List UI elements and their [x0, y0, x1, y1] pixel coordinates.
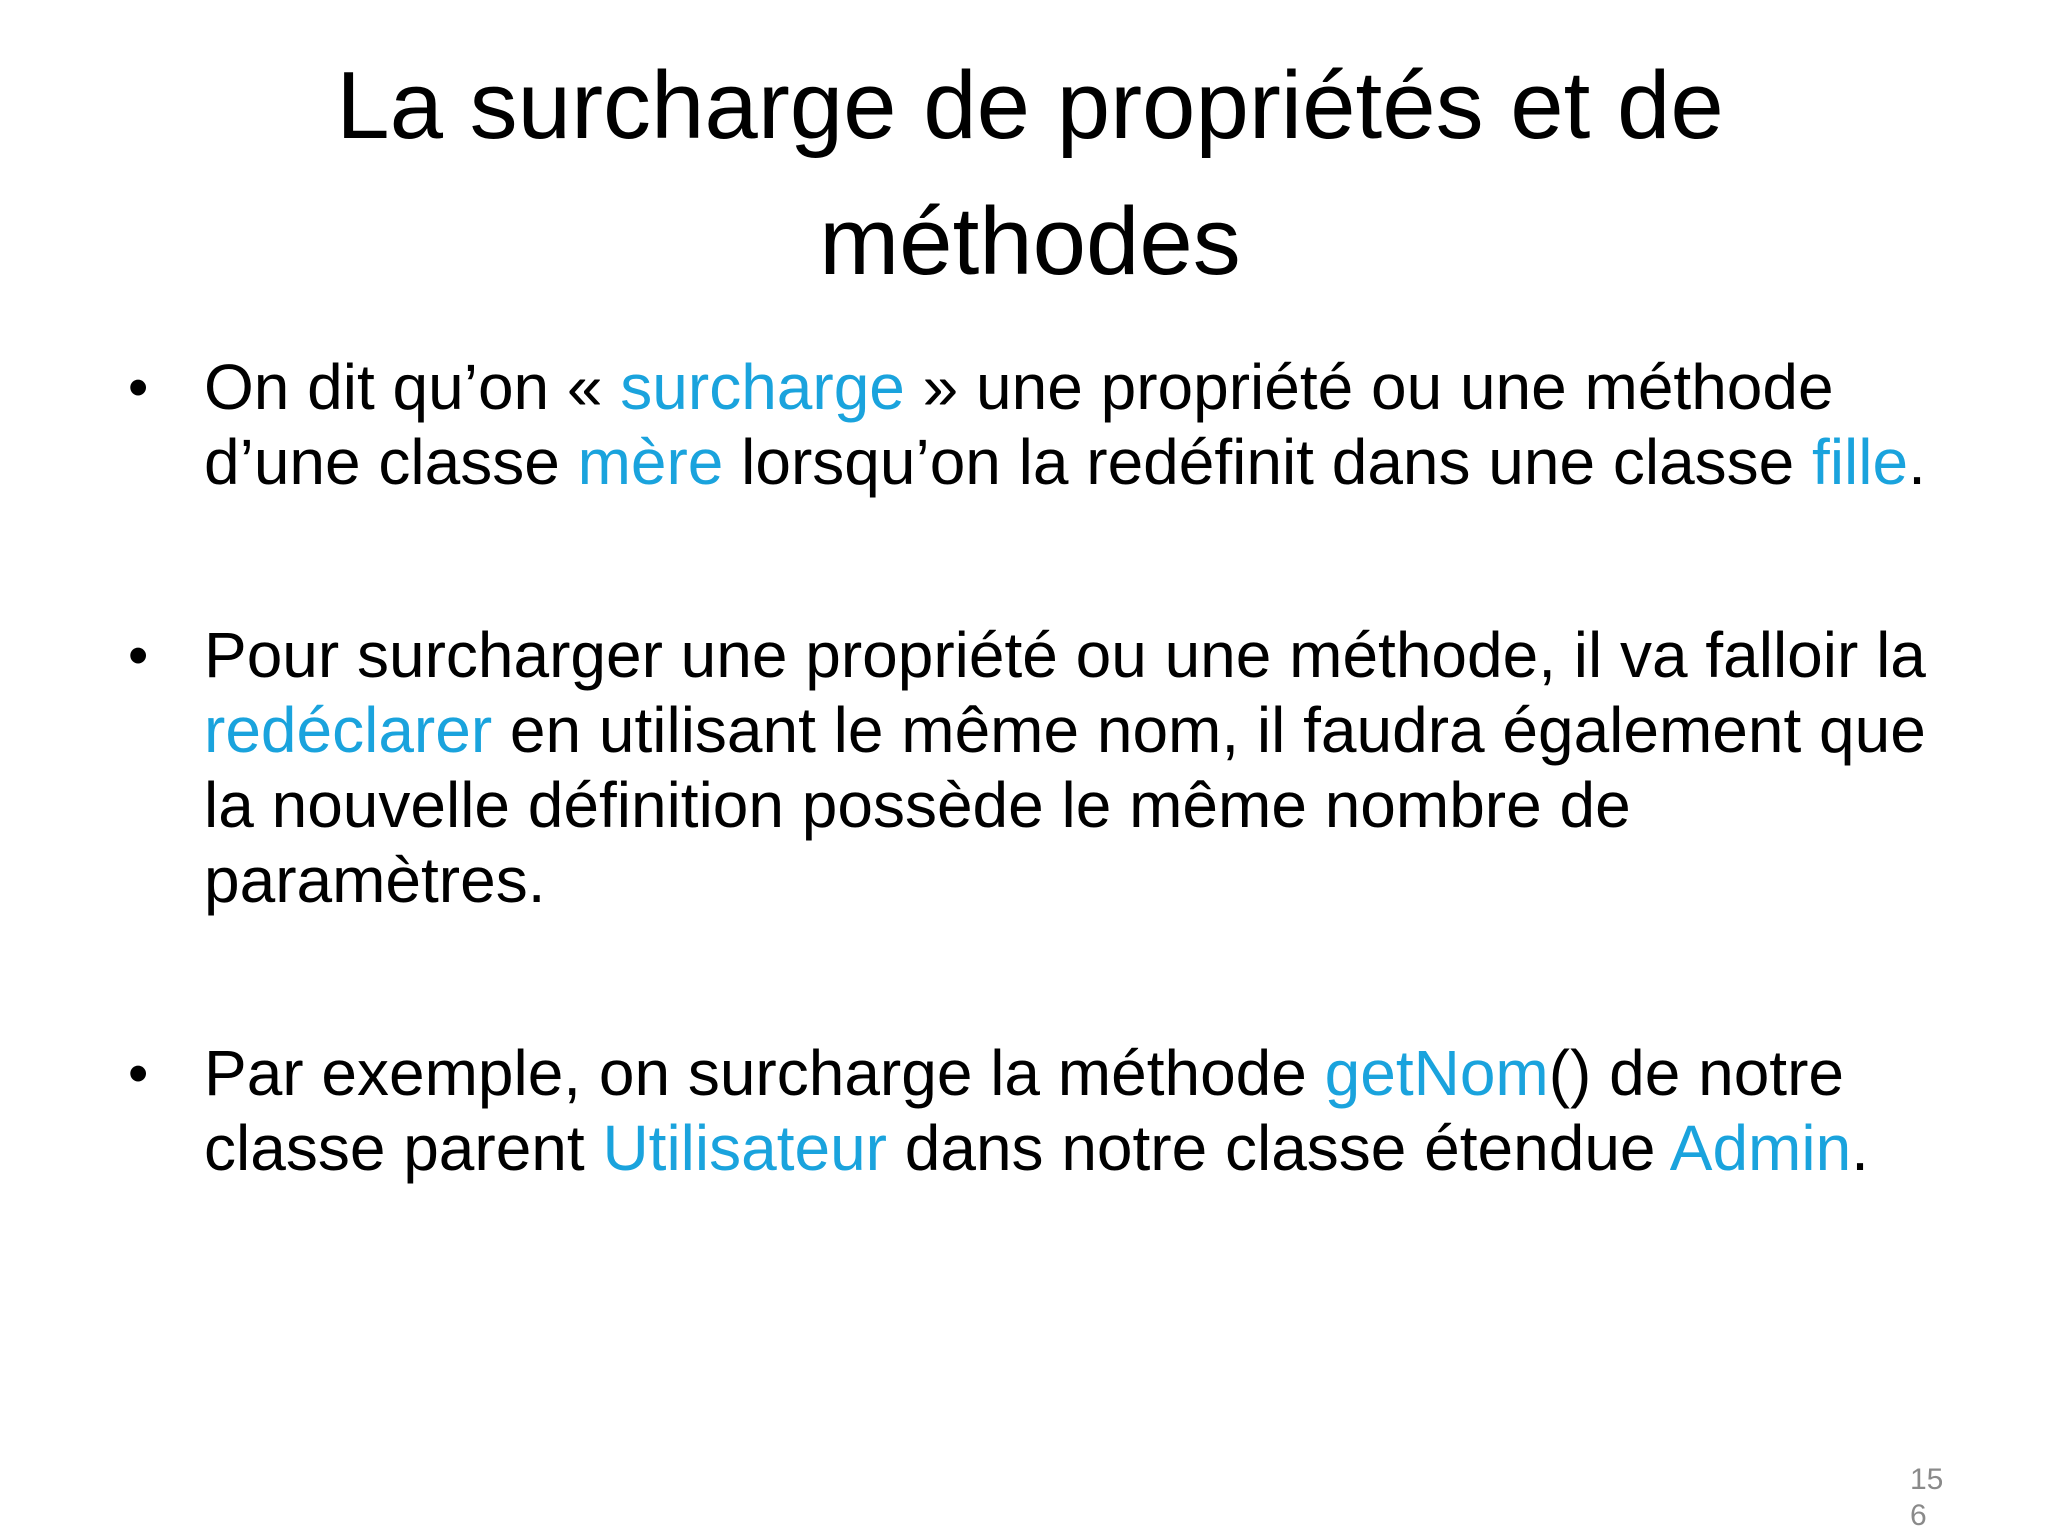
- text-run: lorsqu’on la redéfinit dans une classe: [723, 426, 1813, 498]
- text-run: en utilisant le même nom, il faudra également que la nouvelle définition possède le même nombre de paramètres.: [204, 694, 1926, 916]
- highlighted-term: getNom: [1324, 1037, 1549, 1109]
- bullet-text: [204, 1037, 1869, 1184]
- bullet-list: [120, 350, 1980, 1186]
- bullet-icon: •: [128, 1041, 149, 1106]
- text-run: () de notre classe parent: [204, 1037, 1844, 1184]
- text-run: » une propriété ou une méthode d’une classe: [204, 351, 1834, 498]
- text-run: .: [1908, 426, 1926, 498]
- bullet-text: [204, 619, 1926, 916]
- page-number: 156: [1910, 1463, 1944, 1532]
- highlighted-term: surcharge: [620, 351, 905, 423]
- bullet-text: [204, 351, 1926, 498]
- text-run: On dit qu’on «: [204, 351, 621, 423]
- highlighted-term: fille: [1812, 426, 1909, 498]
- highlighted-term: mère: [577, 426, 724, 498]
- text-run: Pour surcharger une propriété ou une méthode, il va falloir la: [204, 619, 1926, 691]
- text-run: dans notre classe étendue: [886, 1112, 1670, 1184]
- bullet-item-1: [120, 350, 1980, 500]
- highlighted-term: Admin: [1669, 1112, 1852, 1184]
- highlighted-term: redéclarer: [204, 694, 493, 766]
- slide-title: La surcharge de propriétés et de méthodes: [336, 52, 1724, 295]
- bullet-item-2: [120, 618, 1980, 918]
- text-run: Par exemple, on surcharge la méthode: [204, 1037, 1325, 1109]
- highlighted-term: Utilisateur: [602, 1112, 887, 1184]
- text-run: .: [1851, 1112, 1869, 1184]
- bullet-icon: •: [128, 355, 149, 420]
- bullet-icon: •: [128, 623, 149, 688]
- bullet-item-3: [120, 1036, 1980, 1186]
